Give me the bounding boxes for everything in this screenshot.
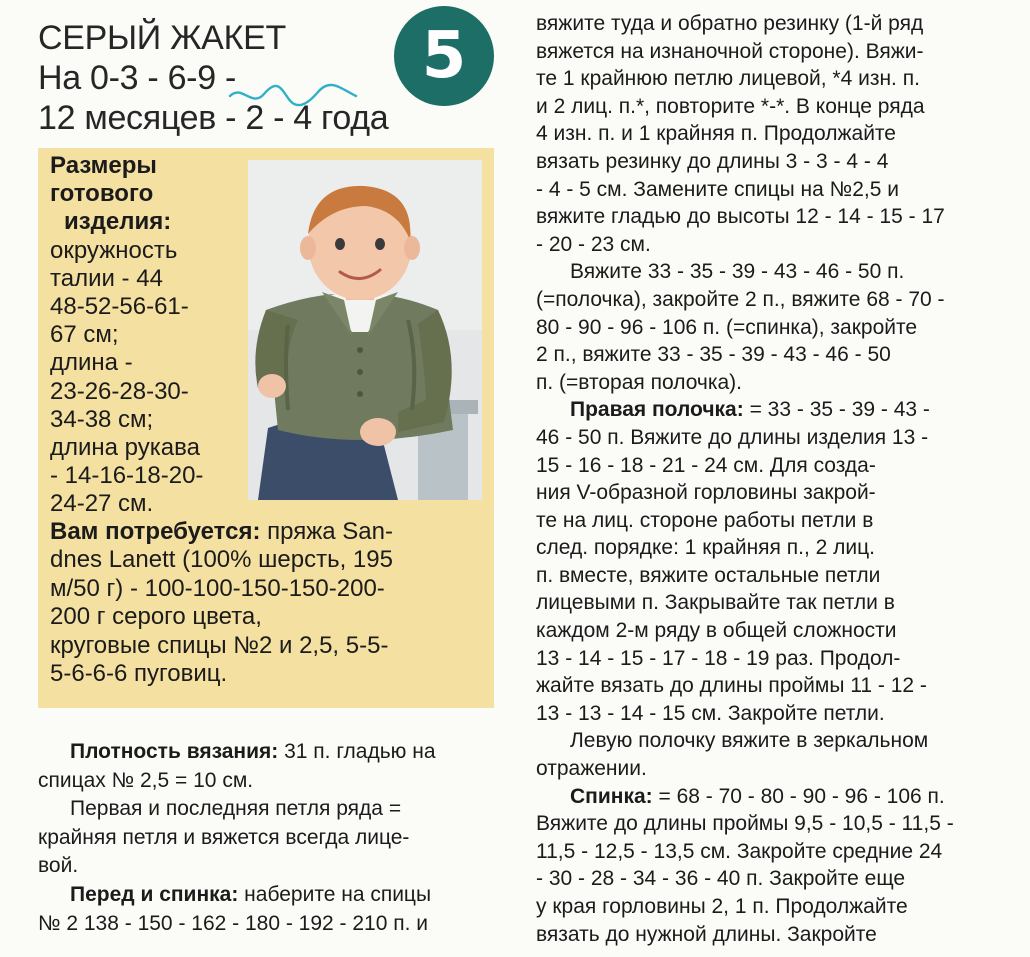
right-front-line: жайте вязать до длины проймы 11 - 12 - (536, 674, 927, 698)
edge-stitch-line: вой. (38, 854, 79, 878)
right-column-text (536, 10, 1000, 948)
pattern-number-badge (394, 6, 494, 106)
right-front-line: лицевыми п. Закрывайте так петли в (536, 591, 895, 615)
back-first-text: = 68 - 70 - 80 - 90 - 96 - 106 п. (652, 784, 945, 808)
materials-first-text: пряжа San- (260, 518, 393, 545)
edge-stitch-line: Первая и последняя петля ряда = (70, 797, 402, 821)
sizes-line: длина рукава (50, 434, 200, 462)
back-line: - 30 - 28 - 34 - 36 - 40 п. Закройте еще (536, 867, 906, 891)
ribbing-line: вязать резинку до длины 3 - 3 - 4 - 4 (536, 149, 889, 173)
split-line: п. (=вторая полочка). (536, 370, 743, 394)
sizes-line: 67 см; (50, 321, 119, 349)
front-back-label: Перед и спинка: (70, 882, 239, 906)
front-back-line: № 2 138 - 150 - 162 - 180 - 192 - 210 п. и (38, 911, 429, 935)
density-first-text: 31 п. гладью на (278, 740, 436, 763)
right-front-line: каждом 2-м ряду в общей сложности (536, 619, 897, 643)
back-line: у края горловины 2, 1 п. Продолжайте (536, 895, 908, 918)
left-front-line: отражении. (536, 757, 647, 781)
back-line: вязать до нужной длины. Закройте (536, 922, 877, 946)
materials-line: dnes Lanett (100% шерсть, 195 (50, 546, 393, 574)
materials-needed (50, 518, 488, 688)
sizes-line: 24-27 см. (50, 490, 154, 518)
materials-line: 200 г серого цвета, (50, 603, 262, 631)
materials-line: м/50 г) - 100-100-150-150-200- (50, 574, 385, 602)
sizes-line: окружность (50, 236, 178, 264)
density-line-first (38, 738, 498, 767)
right-front-first-text: = 33 - 35 - 39 - 43 - (743, 398, 930, 422)
title-line-3: 12 месяцев - 2 - 4 года (38, 99, 389, 137)
sizes-line: длина - (50, 349, 133, 377)
ribbing-line: вяжется на изнаночной стороне). Вяжи- (536, 39, 924, 63)
split-line: (=полочка), закройте 2 п., вяжите 68 - 70 - (536, 287, 945, 311)
back-line: 11,5 - 12,5 - 13,5 см. Закройте средние 24 (536, 839, 943, 863)
right-front-line: те на лиц. стороне работы петли в (536, 508, 874, 532)
front-back-line-first (38, 881, 498, 910)
sizes-line: 23-26-28-30- (50, 377, 189, 405)
left-column-text (38, 738, 498, 938)
sizes-line: 34-38 см; (50, 405, 154, 433)
sizes-line: талии - 44 (50, 264, 163, 292)
article-title (38, 18, 398, 138)
baby-illustration (248, 160, 482, 500)
split-line: 80 - 90 - 96 - 106 п. (=спинка), закройте (536, 315, 918, 339)
split-line: Вяжите 33 - 35 - 39 - 43 - 46 - 50 п. (570, 260, 905, 284)
materials-line: круговые спицы №2 и 2,5, 5-5- (50, 631, 389, 659)
ribbing-line: - 4 - 5 см. Замените спицы на №2,5 и (536, 177, 899, 201)
pattern-number: 5 (421, 19, 467, 93)
ribbing-line: - 20 - 23 см. (536, 232, 651, 256)
edge-stitch-line: крайняя петля и вяжется всегда лице- (38, 825, 410, 849)
back-line: Вяжите до длины проймы 9,5 - 10,5 - 11,5 - (536, 812, 954, 836)
right-front-line: ния V-образной горловины закрой- (536, 481, 876, 505)
baby-photo (248, 160, 482, 500)
density-line: спицах № 2,5 = 10 см. (38, 768, 254, 792)
ribbing-line: и 2 лиц. п.*, повторите *-*. В конце ряда (536, 94, 925, 118)
sizes-heading-line-2: готового (50, 180, 154, 208)
yarn-strand-decoration (228, 82, 358, 110)
sizes-line: 48-52-56-61- (50, 293, 189, 321)
ribbing-line: вяжите гладью до высоты 12 - 14 - 15 - 17 (536, 205, 945, 229)
right-front-line: 15 - 16 - 18 - 21 - 24 см. Для созда- (536, 453, 876, 477)
split-line: 2 п., вяжите 33 - 35 - 39 - 43 - 46 - 50 (536, 343, 891, 367)
materials-line-first (50, 518, 488, 546)
sizes-heading-line-3: изделия: (64, 208, 172, 236)
finished-sizes (50, 152, 246, 519)
right-front-label: Правая полочка: (570, 398, 744, 422)
title-line-1: СЕРЫЙ ЖАКЕТ (38, 19, 286, 57)
right-front-line: п. вместе, вяжите остальные петли (536, 563, 881, 587)
materials-line: 5-6-6-6 пуговиц. (50, 660, 228, 688)
front-back-first-text: наберите на спицы (238, 882, 432, 906)
back-label: Спинка: (570, 784, 653, 808)
materials-label: Вам потребуется: (50, 518, 261, 545)
right-front-line: 13 - 14 - 15 - 17 - 18 - 19 раз. Продол- (536, 646, 901, 670)
title-line-2: На 0-3 - 6-9 - (38, 59, 236, 97)
right-front-line: 13 - 13 - 14 - 15 см. Закройте петли. (536, 701, 885, 725)
ribbing-line: вяжите туда и обратно резинку (1-й ряд (536, 12, 924, 35)
density-label: Плотность вязания: (70, 740, 279, 763)
ribbing-line: 4 изн. п. и 1 крайняя п. Продолжайте (536, 122, 896, 146)
right-front-line: след. порядке: 1 крайняя п., 2 лиц. (536, 536, 875, 560)
back-line-first (536, 783, 1000, 811)
right-front-line-first (536, 396, 1000, 424)
ribbing-line: те 1 крайнюю петлю лицевой, *4 изн. п. (536, 67, 920, 91)
left-front-line: Левую полочку вяжите в зеркальном (570, 729, 929, 753)
sizes-line: - 14-16-18-20- (50, 462, 204, 490)
right-front-line: 46 - 50 п. Вяжите до длины изделия 13 - (536, 425, 929, 449)
sizes-heading-line-1: Размеры (50, 152, 157, 179)
